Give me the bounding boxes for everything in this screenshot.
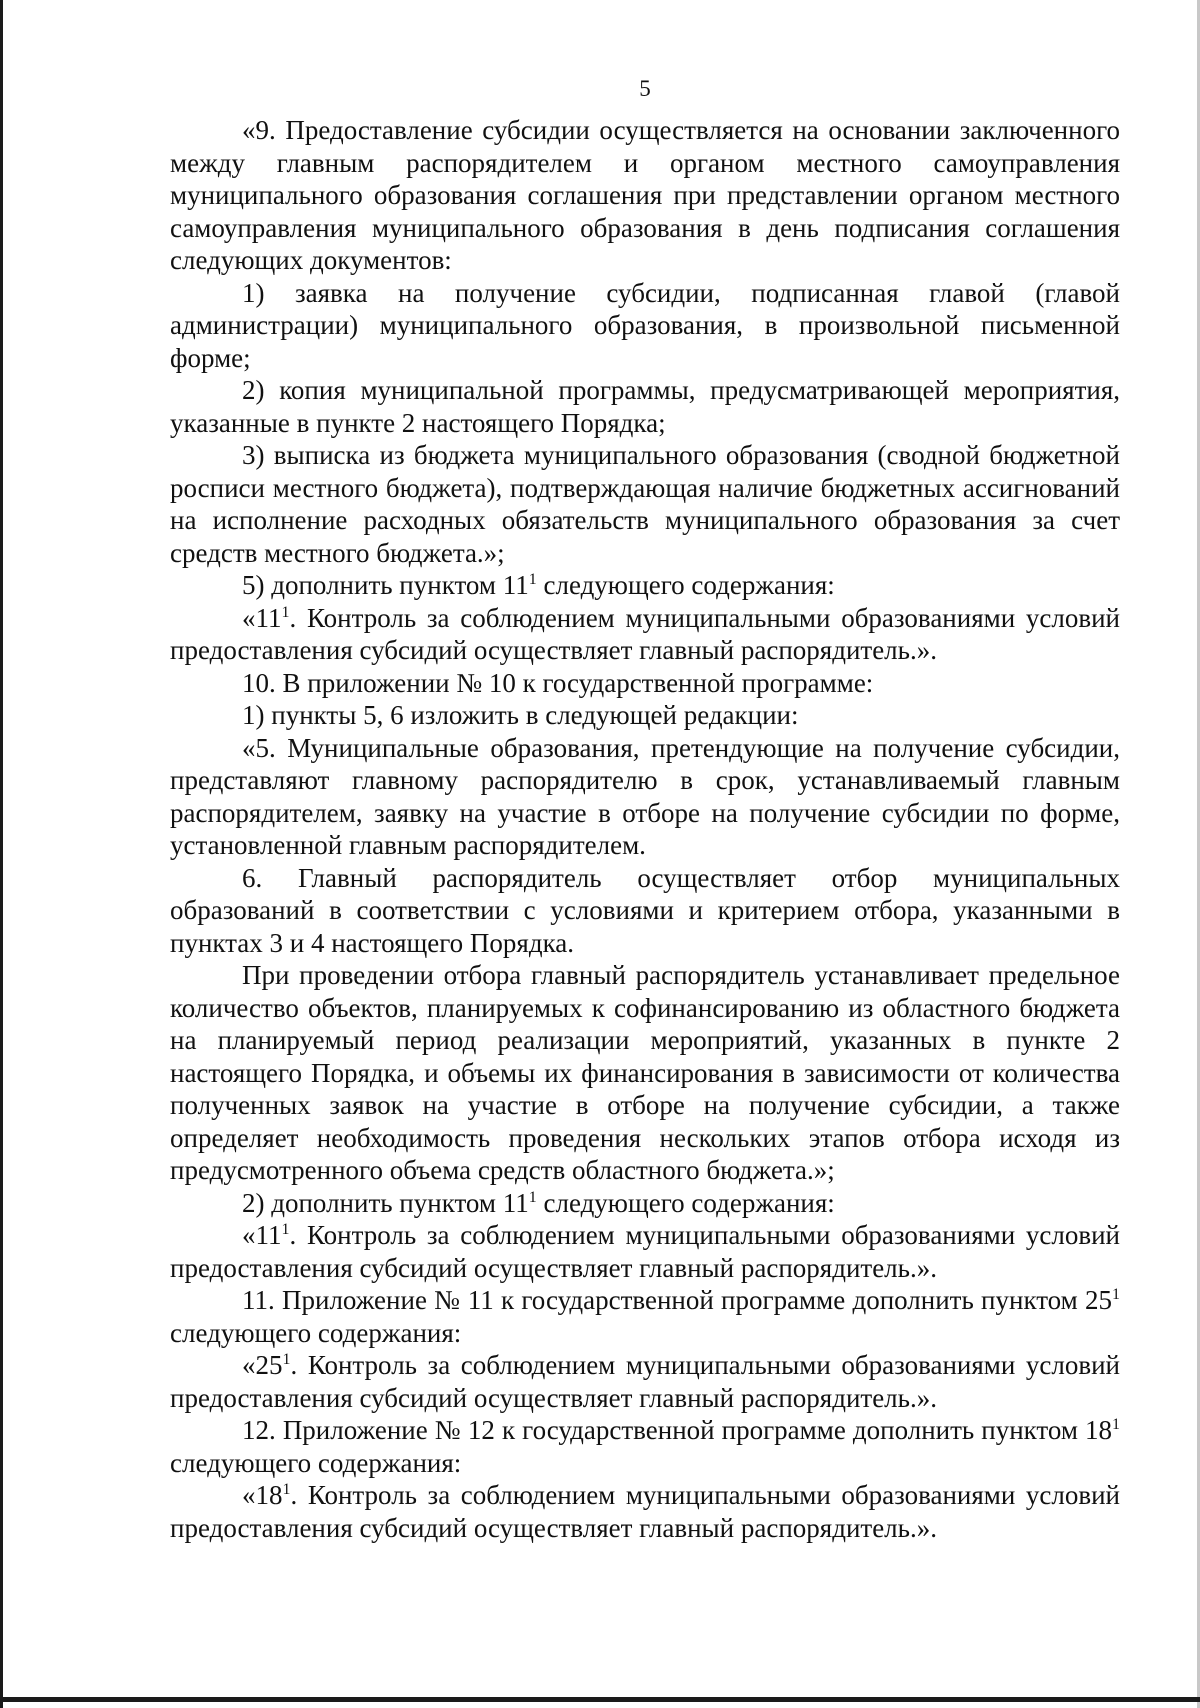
- paragraph-text: 11. Приложение № 11 к государственной программе дополнить пунктом 25: [242, 1285, 1112, 1315]
- paragraph-text: следующего содержания:: [536, 1187, 835, 1218]
- paragraph-text: 12. Приложение № 12 к государственной программе дополнить пунктом 18: [242, 1415, 1112, 1445]
- paragraph-text: следующего содержания:: [170, 1317, 462, 1348]
- superscript: 1: [282, 1351, 291, 1368]
- superscript: 1: [528, 1188, 537, 1206]
- paragraph: [170, 959, 1120, 1187]
- paragraph: [170, 699, 1120, 732]
- paragraph: [170, 1414, 1120, 1479]
- paragraph: [170, 1187, 1120, 1220]
- superscript: 1: [281, 1221, 290, 1238]
- paragraph: [170, 277, 1120, 375]
- paragraph-text: При проведении отбора главный распорядитель устанавливает предельное количество объектов, планируемых к софинансированию из областного бюджета на планируемый период реализации мероприятий, указанных в пункте 2 настоящего Порядка, и объемы их финансирования в зависимости от количества полученных заявок на участие в отборе на получение субсидии, а также определяет необходимость проведения нескольких этапов отбора исходя из предусмотренного объема средств областного бюджета.»;: [170, 960, 1120, 1185]
- paragraph-text: следующего содержания:: [536, 570, 835, 600]
- paragraph: [170, 1219, 1120, 1284]
- paragraph: [170, 374, 1120, 439]
- paragraph-text: 1) пункты 5, 6 изложить в следующей редакции:: [242, 700, 799, 730]
- superscript: 1: [528, 571, 537, 588]
- scan-edge-left: [0, 0, 3, 1708]
- paragraph-text: следующего содержания:: [170, 1447, 462, 1478]
- superscript: 1: [1112, 1416, 1120, 1433]
- paragraph: [170, 1349, 1120, 1414]
- page-number: 5: [639, 76, 651, 101]
- paragraph-text: 10. В приложении № 10 к государственной программе:: [242, 667, 874, 698]
- paragraph-text: 6. Главный распорядитель осуществляет отбор муниципальных образований в соответствии с условиями и критерием отбора, указанными в пунктах 3 и 4 настоящего Порядка.: [170, 862, 1120, 958]
- paragraph: [170, 862, 1120, 960]
- paragraph-text: 2) дополнить пунктом 11: [242, 1187, 529, 1218]
- paragraph: [170, 732, 1120, 862]
- paragraph: [170, 602, 1120, 667]
- superscript: 1: [1112, 1286, 1120, 1303]
- paragraph-text: . Контроль за соблюдением муниципальными образованиями условий предоставления субсидий осуществляет главный распорядитель.».: [170, 1220, 1120, 1283]
- paragraph-text: 5) дополнить пунктом 11: [242, 570, 529, 600]
- superscript: 1: [282, 1481, 291, 1498]
- paragraph: [170, 1284, 1120, 1349]
- paragraph-text: «18: [242, 1480, 283, 1510]
- paragraph-text: «11: [242, 602, 282, 633]
- document-body: [170, 114, 1120, 1544]
- paragraph-text: «25: [242, 1350, 283, 1380]
- scan-edge-bottom: [0, 1697, 1200, 1702]
- paragraph: [170, 114, 1120, 277]
- paragraph-text: 1) заявка на получение субсидии, подписанная главой (главой администрации) муниципального образования, в произвольной письменной форме;: [170, 277, 1120, 373]
- paragraph-text: «5. Муниципальные образования, претендующие на получение субсидии, представляют главному распорядителю в срок, устанавливаемый главным распорядителем, заявку на участие в отборе на получение субсидии по форме, установленной главным распорядителем.: [170, 732, 1120, 860]
- paragraph-text: «11: [242, 1220, 282, 1250]
- paragraph: [170, 1479, 1120, 1544]
- paragraph-text: 3) выписка из бюджета муниципального образования (сводной бюджетной росписи местного бюджета), подтверждающая наличие бюджетных ассигнований на исполнение расходных обязательств муниципального образования за счет средств местного бюджета.»;: [170, 440, 1120, 568]
- paragraph: [170, 667, 1120, 700]
- paragraph-text: 2) копия муниципальной программы, предусматривающей мероприятия, указанные в пункте 2 настоящего Порядка;: [170, 375, 1120, 438]
- paragraph-text: «9. Предоставление субсидии осуществляется на основании заключенного между главным распорядителем и органом местного самоуправления муниципального образования соглашения при представлении органом местного самоуправления муниципального образования в день подписания соглашения следующих документов:: [170, 115, 1120, 275]
- paragraph-text: . Контроль за соблюдением муниципальными образованиями условий предоставления субсидий осуществляет главный распорядитель.».: [170, 602, 1120, 665]
- paragraph-text: . Контроль за соблюдением муниципальными образованиями условий предоставления субсидий осуществляет главный распорядитель.».: [170, 1350, 1120, 1413]
- superscript: 1: [281, 603, 290, 621]
- paragraph: [170, 569, 1120, 602]
- paragraph: [170, 439, 1120, 569]
- paragraph-text: . Контроль за соблюдением муниципальными образованиями условий предоставления субсидий осуществляет главный распорядитель.».: [170, 1480, 1120, 1543]
